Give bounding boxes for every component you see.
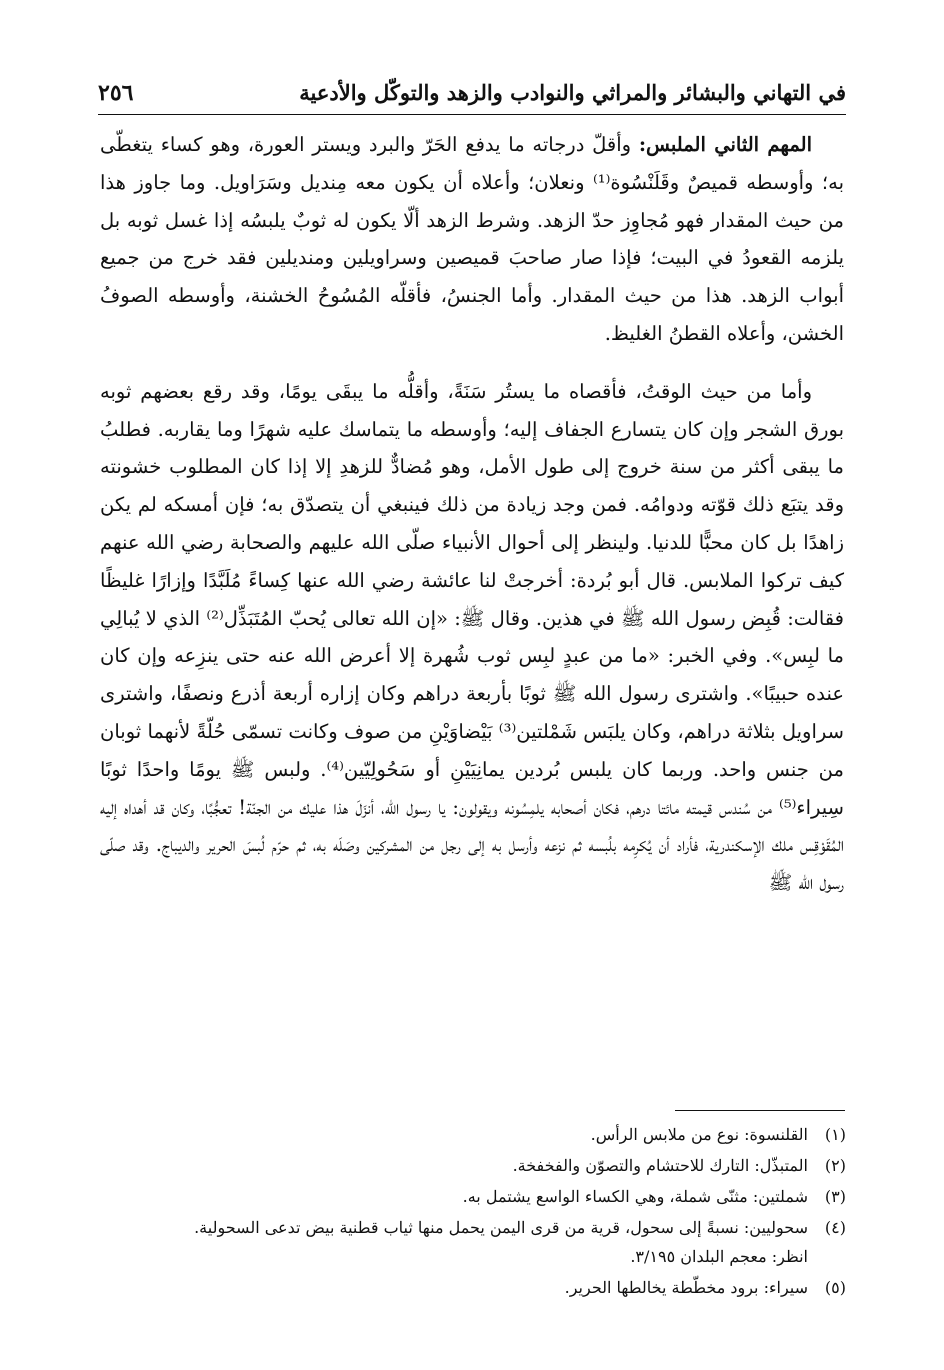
footnote-marker: (١) (824, 1125, 846, 1144)
footnote-marker: (٥) (824, 1278, 846, 1297)
footnotes (100, 1120, 846, 1304)
footnote (100, 1120, 846, 1149)
footnote-text: شملتين: مثنّى شملة، وهي الكساء الواسع يشتمل به. (462, 1187, 808, 1206)
footnote-marker: (٤) (824, 1218, 846, 1237)
footnote (100, 1213, 846, 1271)
footnote-text: سحوليين: نسبةً إلى سحول، قرية من قرى اليمن يحمل منها ثياب قطنية بيض تدعى السحولية. (194, 1218, 808, 1237)
main-text (100, 126, 844, 902)
header-divider (98, 114, 846, 115)
section-lead: المهم الثاني الملبس: (638, 133, 812, 156)
running-title: في التهاني والبشائر والمراثي والنوادب والزهد والتوكّل والأدعية (299, 80, 846, 105)
footnote-marker: (٣) (824, 1187, 846, 1206)
footnote (100, 1273, 846, 1302)
page-number: ٢٥٦ (98, 80, 134, 106)
running-header (98, 80, 846, 112)
paragraph-time (100, 373, 844, 902)
footnote-text: المتبذّل: التارك للاحتشام والتصوّن والفخفخة. (512, 1156, 808, 1175)
paragraph-clothing (100, 126, 844, 353)
footnote (100, 1151, 846, 1180)
footnote-text: سيراء: برود مخطّطة يخالطها الحرير. (564, 1278, 808, 1297)
paragraph-text: وأما من حيث الوقتُ، فأقصاه ما يستُر سَنَةً، وأقلُّه ما يبقَى يومًا، وقد رقع بعضهم ثوبه بورق الشجر وإن كان يتسارع الجفاف إليه؛ وأوسطه ما يتماسك عليه شهرًا وما يقاربه. فطلبُ ما يبقى أكثر من سنة خروج إلى طول الأمل، وهو مُضادٌّ للزهدِ إلا إذا كان المطلوب خشونته وقد يتبَع ذلك قوّته ودوامُه. فمن وجد زيادة من ذلك فينبغي أن يتصدّق به؛ فإن أمسكه لم يكن زاهدًا بل كان محبًّا للدنيا. ولينظر إلى أحوال الأنبياء صلّى الله عليهم والصحابة رضي الله عنهم كيف تركوا الملابس. قال أبو بُردة: أخرجتْ لنا عائشة رضي الله عنها كِساءً مُلَبَّدًا وإزارًا غليظًا فقالت: قُبِض رسول الله ﷺ في هذين. وقال ﷺ: «إن الله تعالى يُحبّ المُتَبَذِّل⁽²⁾ الذي لا يُبالِي ما لبِس». وفي الخبر: «ما من عبدٍ لبِس ثوب شُهرة إلا أعرض الله عنه حتى ينزِعه وإن كان عنده حبيبًا». واشترى رسول الله ﷺ ثوبًا بأربعة دراهم وكان إزاره أربعة أذرع ونصفًا، واشترى سراويل بثلاثة دراهم، وكان يلبَس شَمْلتين⁽³⁾ بَيْضاوَيْنِ من صوف وكانت تسمّى حُلّةً لأنهما ثوبان من جنس واحد. وربما كان يلبس بُردين يمانِيَيْنِ أو سَحُولِيّين⁽⁴⁾. ولبس ﷺ يومًا واحدًا ثوبًا سِيراء⁽⁵⁾ من سُندس قيمته مائتا درهم، فكان أصحابه يلمِسُونه ويقولون: يا رسول الله، أنزَلَ هذا عليك من الجنّة! تعجُّبًا، وكان قد أهداه إليه المُقَوْقِس ملك الإسكندرية، فأراد أن يُكرِمه بلُبسه ثم نزعه وأرسل به إلى رجل من المشركين وصَلَه به، ثم حرّم لُبسَ الحرير والديباج. وقد صلّى رسول الله ﷺ (100, 379, 844, 895)
footnote-divider (675, 1110, 845, 1111)
footnote-marker: (٢) (824, 1156, 846, 1175)
paragraph-text: وأقلّ درجاته ما يدفع الحَرّ والبرد ويستر العورة، وهو كساء يتغطّى به؛ وأوسطه قميصٌ وقَلَنْسُوة⁽¹⁾ ونعلان؛ وأعلاه أن يكون معه مِنديل وسَرَاويل. وما جاوز هذا من حيث المقدار فهو مُجاوِز حدّ الزهد. وشرط الزهد ألّا يكون له ثوبٌ يلبسُه إذا غسل ثوبه بل يلزمه القعودُ في البيت؛ فإذا صار صاحبَ قميصين وسراويلين ومنديلين فقد خرج من جميع أبواب الزهد. هذا من حيث المقدار. وأما الجنسُ، فأقلّه المُسُوحُ الخشنة، وأوسطه الصوفُ الخشن، وأعلاه القطنُ الغليظ. (100, 133, 844, 345)
footnote-reference: انظر: معجم البلدان ٣/١٩٥. (630, 1247, 808, 1266)
footnote-text: القلنسوة: نوع من ملابس الرأس. (590, 1125, 808, 1144)
footnote (100, 1182, 846, 1211)
